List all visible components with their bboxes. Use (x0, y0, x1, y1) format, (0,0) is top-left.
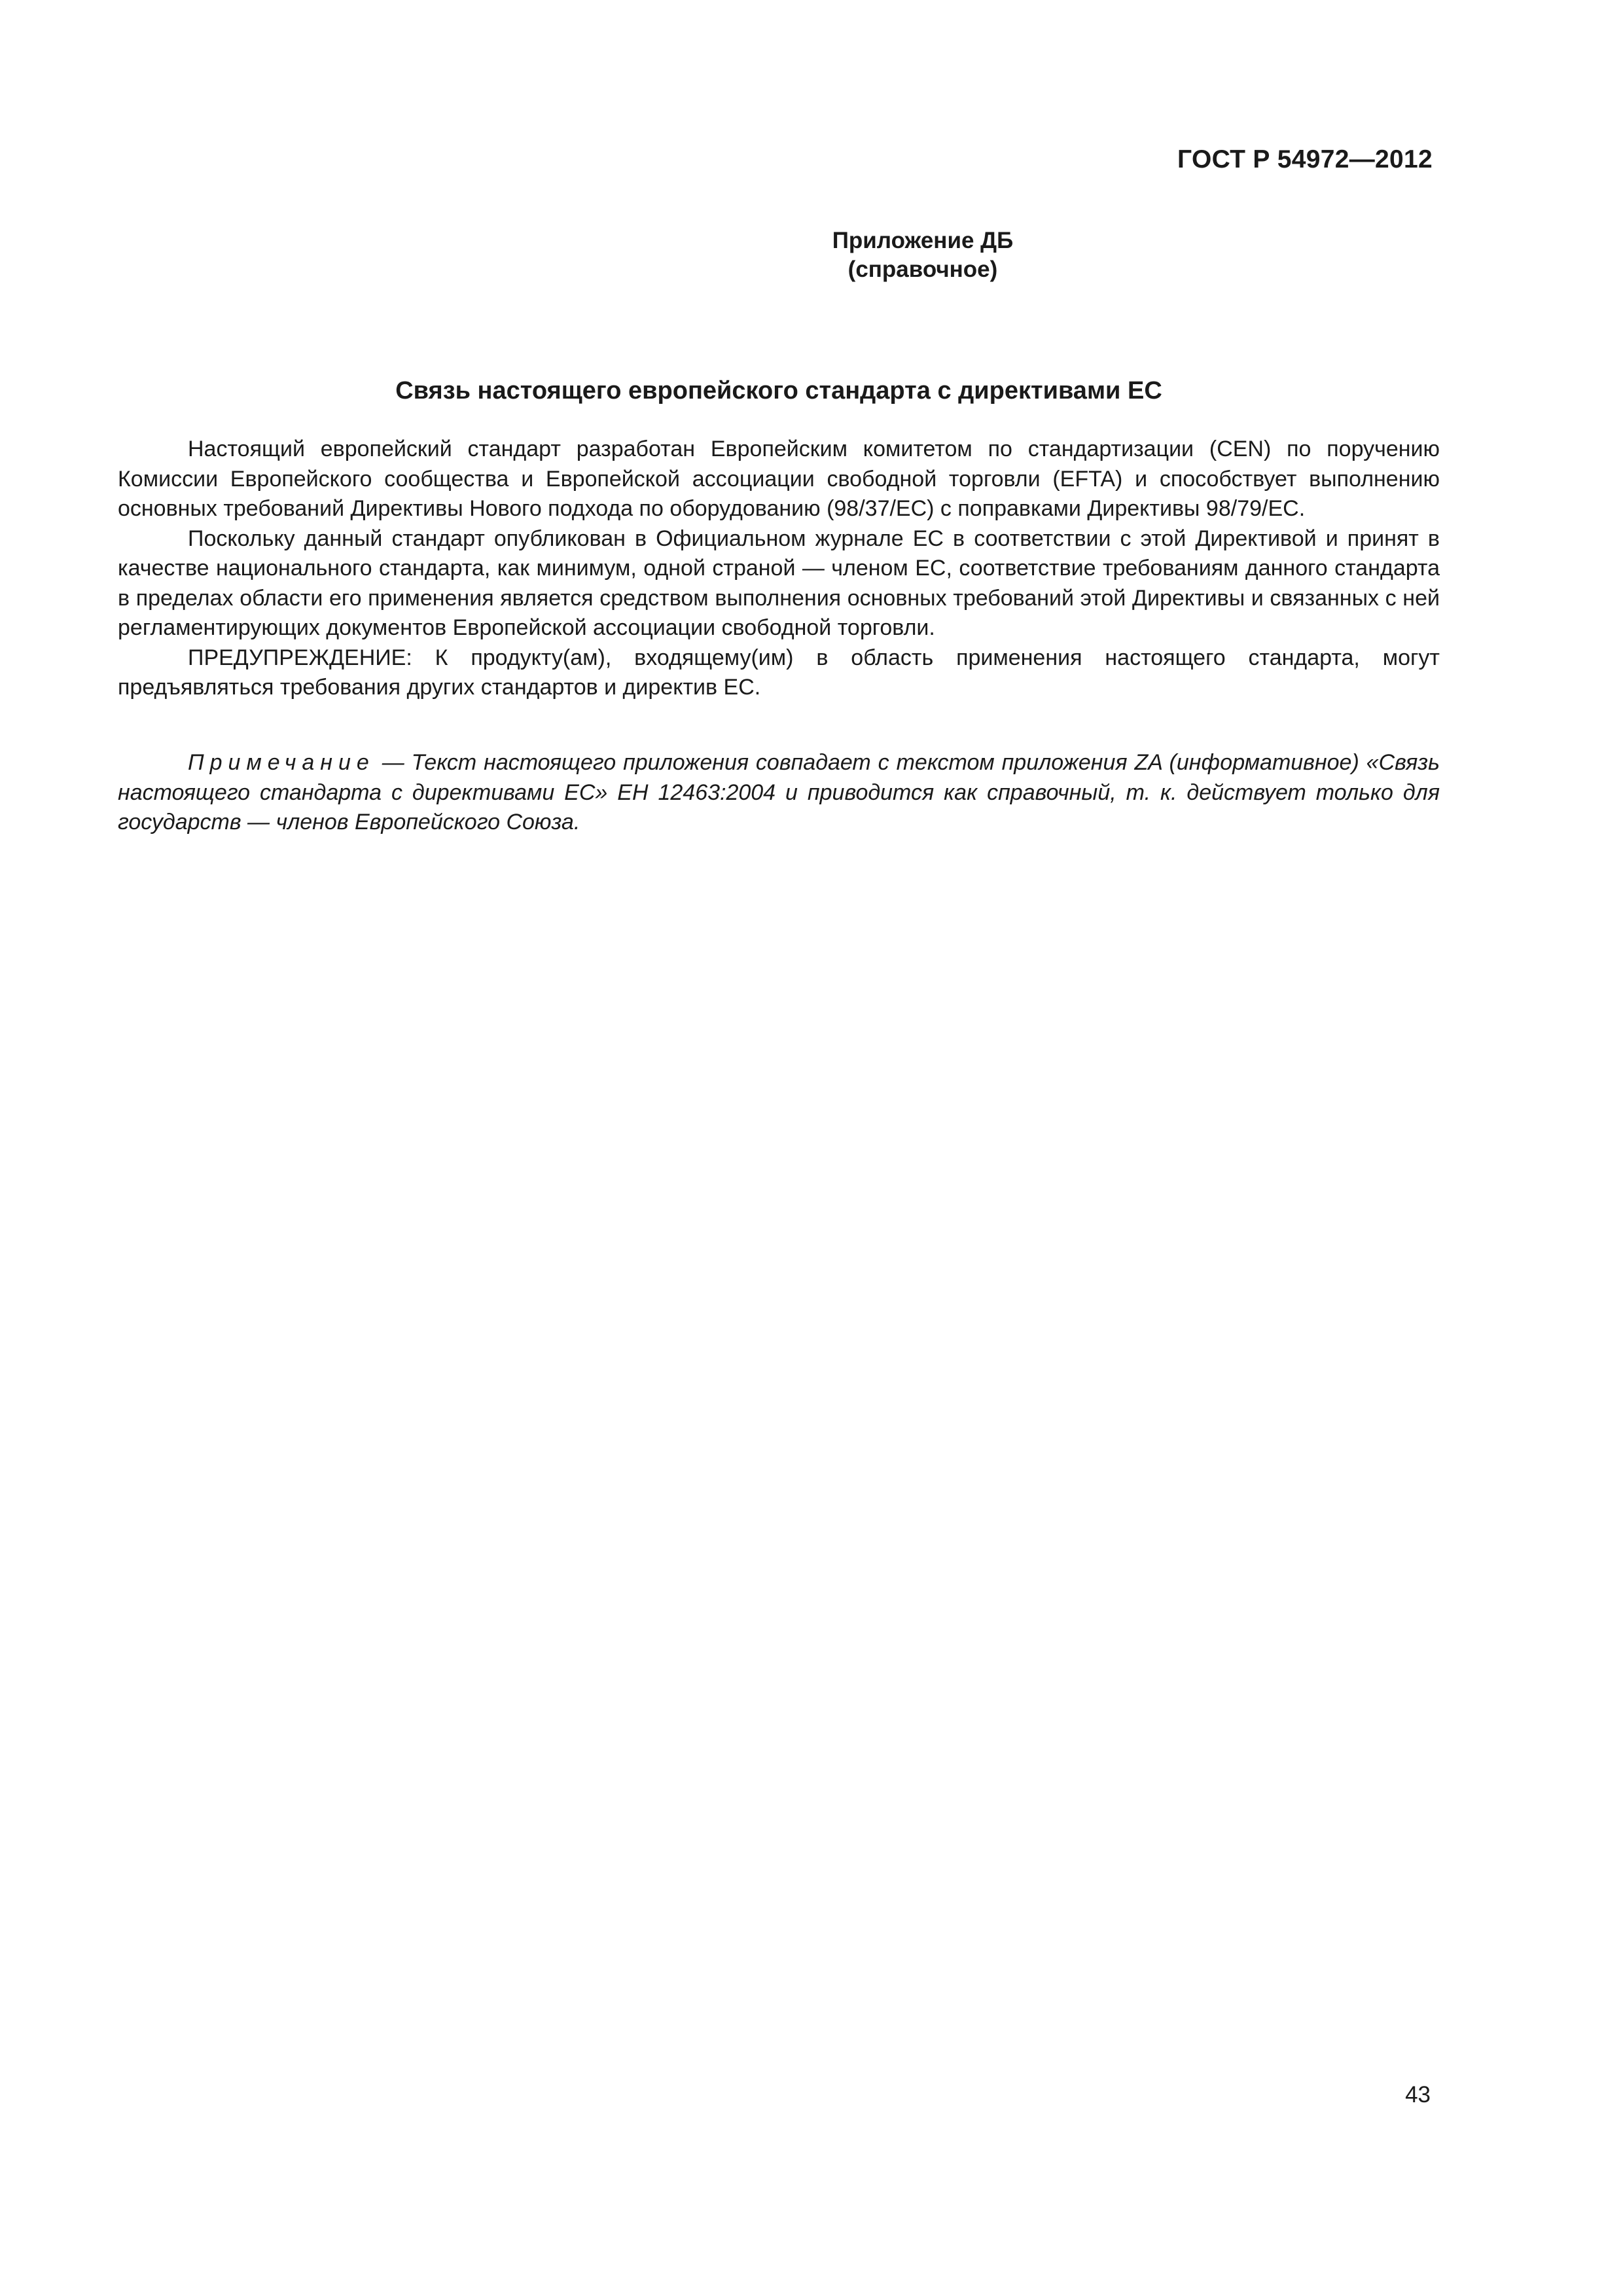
page-number: 43 (1405, 2082, 1431, 2108)
note-label: Примечание (188, 750, 375, 775)
paragraph: Настоящий европейский стандарт разработан Европейским комитетом по стандартизации (CEN) по поручению Комиссии Европейского сообщества и Европейской ассоциации свободной торговли (EFTA) и способствует выполнению основных требований Директивы Нового подхода по оборудованию (98/37/ЕС) с поправками Директивы 98/79/ЕС. (118, 437, 1440, 521)
body-text (118, 435, 1440, 703)
annex-type: (справочное) (847, 257, 998, 282)
paragraph: Поскольку данный стандарт опубликован в Официальном журнале ЕС в соответствии с этой Директивой и принят в качестве национального стандарта, как минимум, одной страной — членом ЕС, соответствие требованиям данного стандарта в пределах области его применения является средством выполнения основных требований этой Директивы и связанных с ней регламентирующих документов Европейской ассоциации свободной торговли. (118, 526, 1440, 640)
annex-title: Приложение ДБ (832, 228, 1014, 253)
annex-heading (0, 226, 1623, 284)
section-title: Связь настоящего европейского стандарта с директивами ЕС (395, 377, 1162, 404)
paragraph: ПРЕДУПРЕЖДЕНИЕ: К продукту(ам), входящему(им) в область применения настоящего стандарта, могут предъявляться требования других стандартов и директив ЕС. (118, 645, 1440, 700)
note-text: — Текст настоящего приложения совпадает с текстом приложения ZA (информативное) «Связь настоящего стандарта с директивами ЕС» ЕН 12463:2004 и приводится как справочный, т. к. действует только для государств — членов Европейского Союза. (118, 750, 1440, 834)
document-code: ГОСТ Р 54972—2012 (1177, 145, 1433, 173)
note (118, 748, 1440, 838)
